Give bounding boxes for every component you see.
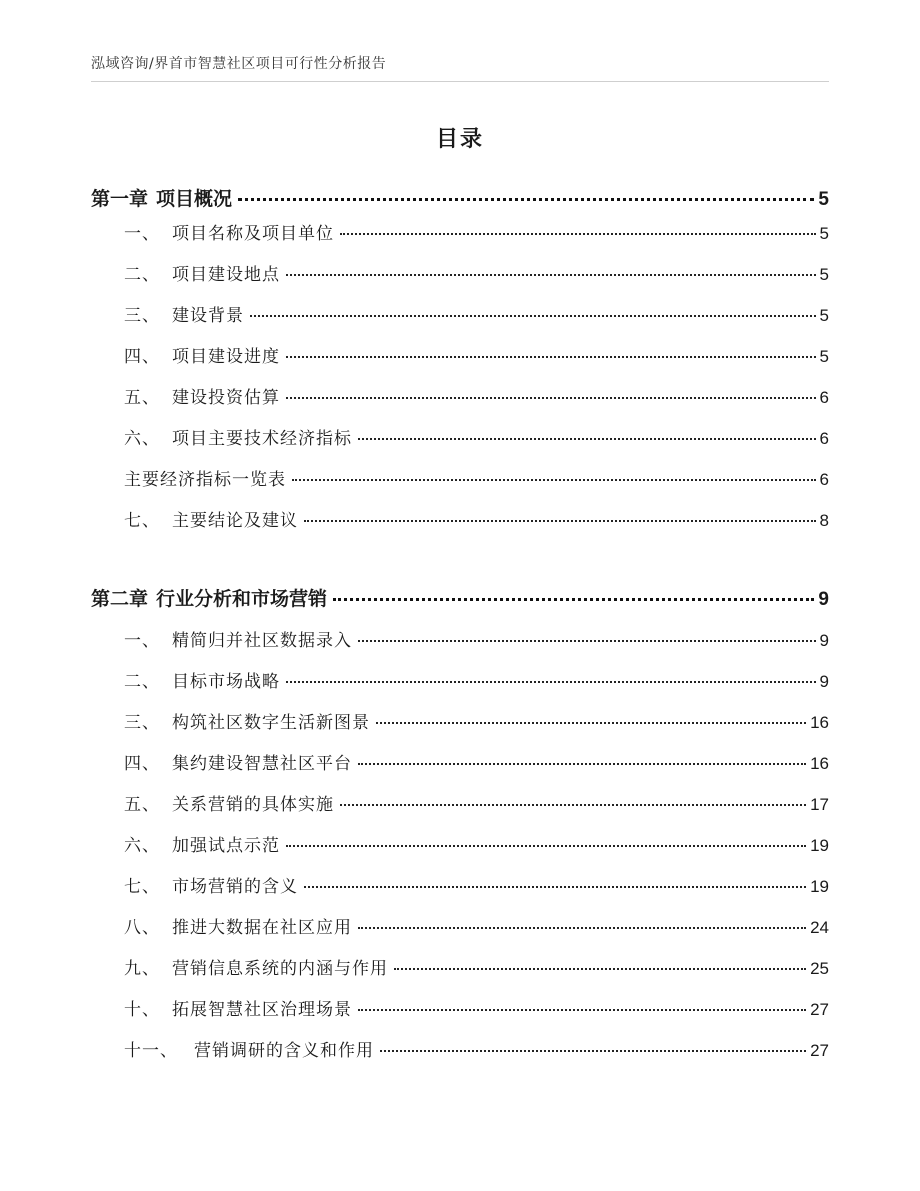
toc-section-1-2[interactable] <box>124 260 829 285</box>
toc-section-1-5[interactable] <box>124 383 829 408</box>
toc-section-1-6[interactable] <box>124 424 829 449</box>
toc-section-label: 项目主要技术经济指标 <box>172 429 352 449</box>
toc-section-2-1[interactable] <box>124 626 829 651</box>
dot-leader <box>394 968 806 970</box>
toc-page-number: 19 <box>810 836 829 855</box>
toc-section-number: 四、 <box>124 347 160 367</box>
dot-leader <box>358 927 806 929</box>
dot-leader <box>304 886 806 888</box>
dot-leader <box>286 681 816 683</box>
toc-page-number: 9 <box>819 631 829 650</box>
toc-section-2-10[interactable] <box>124 995 829 1020</box>
toc-page-number: 5 <box>819 265 829 284</box>
toc-section-label: 项目建设进度 <box>172 347 280 367</box>
dot-leader <box>358 640 816 642</box>
toc-section-number: 五、 <box>124 388 160 408</box>
toc-section-label: 营销信息系统的内涵与作用 <box>172 959 388 979</box>
toc-section-number: 十、 <box>124 1000 160 1020</box>
toc-section-label: 主要经济指标一览表 <box>124 470 286 490</box>
dot-leader <box>238 198 814 201</box>
toc-section-2-4[interactable] <box>124 749 829 774</box>
dot-leader <box>286 397 816 399</box>
dot-leader <box>358 438 816 440</box>
toc-section-number: 六、 <box>124 836 160 856</box>
toc-section-label: 加强试点示范 <box>172 836 280 856</box>
toc-section-number: 二、 <box>124 672 160 692</box>
toc-section-1-4[interactable] <box>124 342 829 367</box>
toc-section-number: 六、 <box>124 429 160 449</box>
toc-section-label: 项目名称及项目单位 <box>172 224 334 244</box>
toc-section-label: 构筑社区数字生活新图景 <box>172 713 370 733</box>
toc-page-number: 16 <box>810 713 829 732</box>
toc-section-number: 五、 <box>124 795 160 815</box>
dot-leader <box>340 804 806 806</box>
toc-page-number: 9 <box>819 672 829 691</box>
toc-section-label: 主要结论及建议 <box>172 511 298 531</box>
toc-section-number: 二、 <box>124 265 160 285</box>
toc-page-number: 6 <box>819 388 829 407</box>
toc-page-number: 5 <box>818 189 829 210</box>
toc-section-2-8[interactable] <box>124 913 829 938</box>
toc-chapter-number: 第一章 <box>91 188 149 210</box>
toc-chapter-1[interactable] <box>91 184 829 211</box>
toc-page-number: 6 <box>819 470 829 489</box>
dot-leader <box>292 479 816 481</box>
toc-page-number: 24 <box>810 918 829 937</box>
toc-chapter-label: 行业分析和市场营销 <box>156 588 328 610</box>
dot-leader <box>340 233 816 235</box>
toc-page-number: 5 <box>819 224 829 243</box>
toc-chapter-label: 项目概况 <box>156 188 233 210</box>
toc-section-number: 七、 <box>124 877 160 897</box>
toc-page-number: 27 <box>810 1041 829 1060</box>
dot-leader <box>358 1009 806 1011</box>
dot-leader <box>286 356 816 358</box>
toc-section-number: 九、 <box>124 959 160 979</box>
toc-page-number: 8 <box>819 511 829 530</box>
toc-section-label: 集约建设智慧社区平台 <box>172 754 352 774</box>
toc-section-2-6[interactable] <box>124 831 829 856</box>
toc-page-number: 9 <box>818 589 829 610</box>
toc-section-number: 三、 <box>124 306 160 326</box>
toc-section-label: 营销调研的含义和作用 <box>194 1041 374 1061</box>
toc-title: 目录 <box>435 127 484 152</box>
toc-page-number: 17 <box>810 795 829 814</box>
toc-section-label: 建设投资估算 <box>172 388 280 408</box>
toc-section-2-3[interactable] <box>124 708 829 733</box>
toc-page-number: 19 <box>810 877 829 896</box>
toc-section-number: 八、 <box>124 918 160 938</box>
toc-page-number: 5 <box>819 306 829 325</box>
toc-section-1-1[interactable] <box>124 219 829 244</box>
toc-page-number: 25 <box>810 959 829 978</box>
toc-section-number: 一、 <box>124 224 160 244</box>
toc-section-2-11[interactable] <box>124 1036 829 1061</box>
toc-section-2-5[interactable] <box>124 790 829 815</box>
toc-section-label: 关系营销的具体实施 <box>172 795 334 815</box>
toc-section-2-7[interactable] <box>124 872 829 897</box>
dot-leader <box>286 274 816 276</box>
toc-section-2-2[interactable] <box>124 667 829 692</box>
dot-leader <box>376 722 806 724</box>
toc-section-label: 市场营销的含义 <box>172 877 298 897</box>
dot-leader <box>380 1050 806 1052</box>
dot-leader <box>333 598 814 601</box>
toc-section-number: 七、 <box>124 511 160 531</box>
dot-leader <box>250 315 816 317</box>
toc-section-label: 推进大数据在社区应用 <box>172 918 352 938</box>
toc-section-1-table[interactable] <box>124 465 829 490</box>
toc-page-number: 5 <box>819 347 829 366</box>
toc-section-1-3[interactable] <box>124 301 829 326</box>
toc-section-1-7[interactable] <box>124 506 829 531</box>
toc-section-label: 拓展智慧社区治理场景 <box>172 1000 352 1020</box>
toc-section-number: 三、 <box>124 713 160 733</box>
toc-section-label: 精简归并社区数据录入 <box>172 631 352 651</box>
toc-chapter-number: 第二章 <box>91 588 149 610</box>
toc-section-2-9[interactable] <box>124 954 829 979</box>
toc-page-number: 6 <box>819 429 829 448</box>
running-header: 泓域咨询/界首市智慧社区项目可行性分析报告 <box>91 53 829 82</box>
dot-leader <box>358 763 806 765</box>
dot-leader <box>286 845 806 847</box>
toc-section-label: 目标市场战略 <box>172 672 280 692</box>
dot-leader <box>304 520 816 522</box>
toc-chapter-2[interactable] <box>91 584 829 611</box>
toc-page-number: 27 <box>810 1000 829 1019</box>
toc-section-number: 四、 <box>124 754 160 774</box>
toc-section-number: 一、 <box>124 631 160 651</box>
toc-section-number: 十一、 <box>124 1041 178 1061</box>
toc-section-label: 建设背景 <box>172 306 244 326</box>
toc-section-label: 项目建设地点 <box>172 265 280 285</box>
toc-page-number: 16 <box>810 754 829 773</box>
